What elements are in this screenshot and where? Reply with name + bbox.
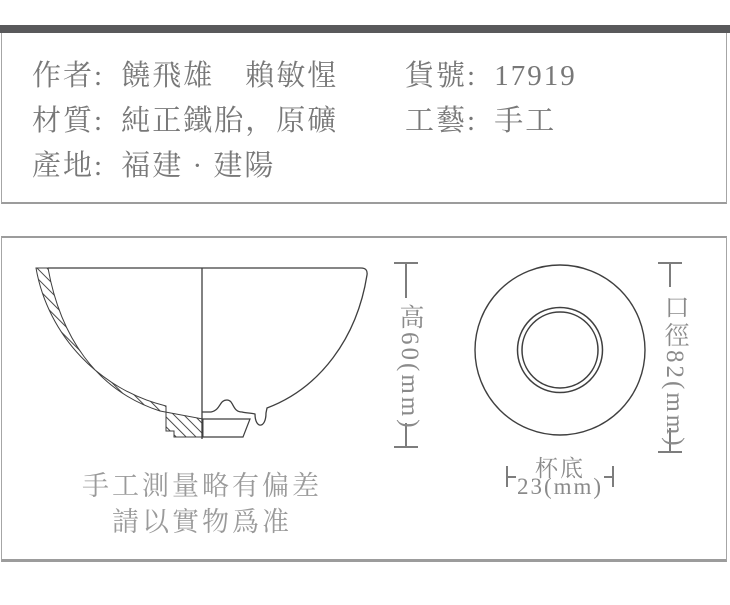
material-label: 材質: [32, 105, 105, 137]
bowl-foot-outline [202, 419, 250, 437]
bowl-section-hatched-wall [36, 268, 203, 437]
bowl-outline-right [48, 268, 367, 425]
base-dimension-value: 23(mm) [516, 474, 604, 499]
measurement-note-line1: 手工測量略有偏差 [82, 471, 322, 501]
measurement-note-line2: 請以實物爲准 [112, 507, 292, 537]
craft-label: 工藝: [405, 105, 478, 137]
info-row-item-number [405, 54, 577, 99]
mouth-dimension-label: 口徑82(mm) [661, 294, 688, 449]
item-number-value: 17919 [494, 60, 577, 92]
origin-label: 產地: [32, 150, 105, 182]
author-label: 作者: [32, 60, 105, 92]
info-row-craft [405, 99, 577, 144]
dimension-diagram-panel [1, 236, 727, 562]
author-value: 饒飛雄 賴敏惺 [121, 60, 339, 92]
info-row-origin [32, 144, 338, 189]
origin-value: 福建 · 建陽 [121, 150, 276, 182]
top-view-foot-ring-inner [522, 312, 598, 388]
top-view-foot-ring-outer [518, 308, 603, 393]
top-divider-bar [0, 25, 730, 33]
base-dimension-label: 杯底 [535, 456, 585, 481]
info-column-right [405, 54, 577, 144]
info-row-author [32, 54, 338, 99]
item-number-label: 貨號: [405, 60, 478, 92]
height-dimension-label: 高60(mm) [396, 304, 423, 431]
product-info-panel [1, 33, 727, 204]
info-row-material [32, 99, 338, 144]
craft-value: 手工 [494, 105, 557, 137]
material-value: 純正鐵胎，原礦 [121, 105, 339, 137]
top-view-outer-circle [475, 265, 645, 435]
info-column-left [32, 54, 338, 189]
